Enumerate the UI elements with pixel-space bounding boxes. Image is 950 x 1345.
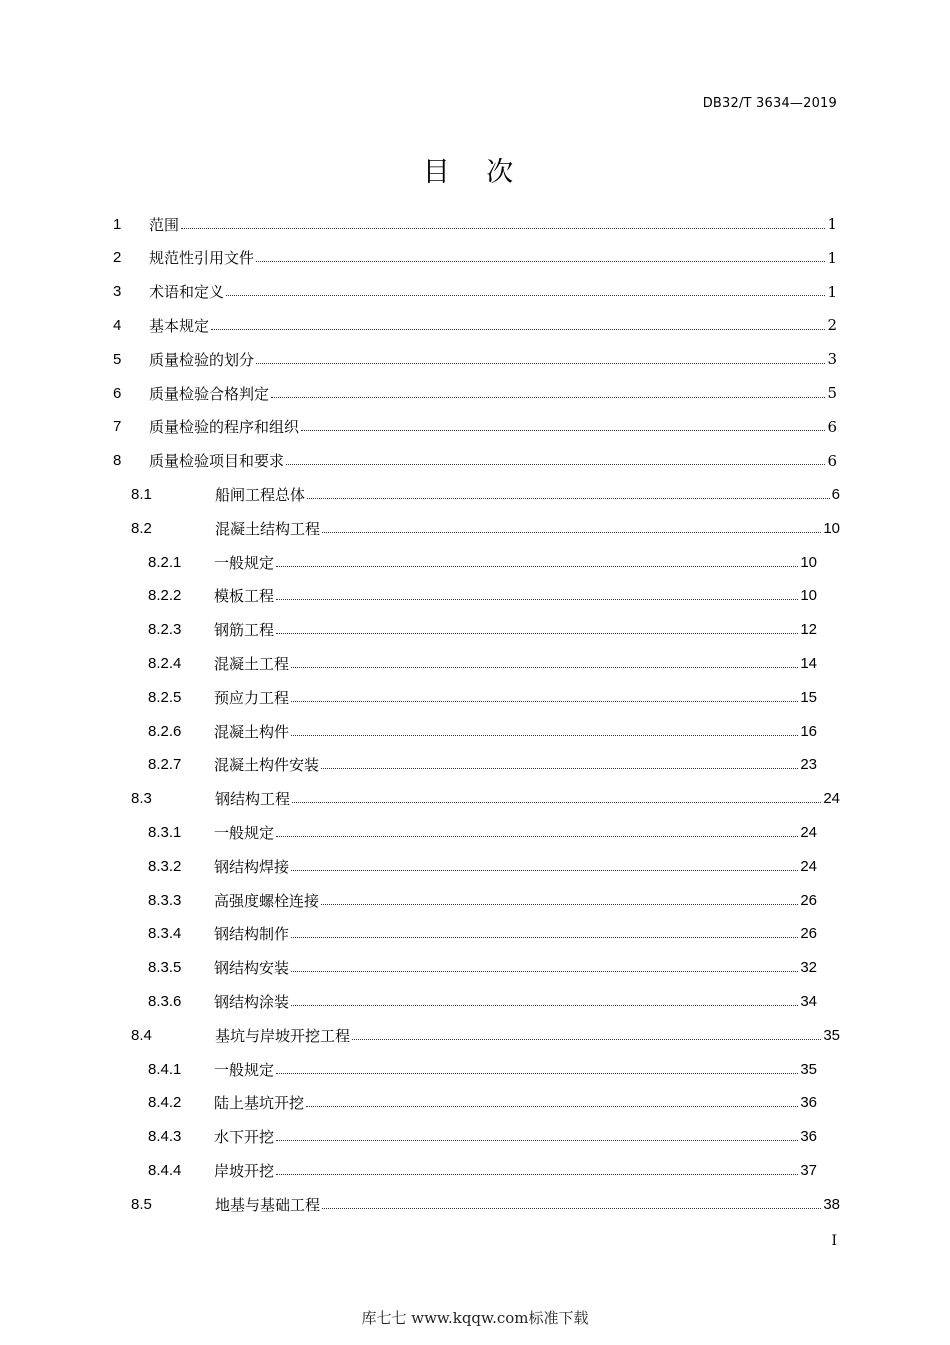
toc-entry-page: 26 — [800, 925, 817, 943]
toc-entry-number: 8.3.4 — [148, 925, 182, 943]
toc-entry-number: 8.3 — [131, 790, 152, 808]
toc-entry-page: 37 — [800, 1161, 817, 1179]
toc-entry-page: 34 — [800, 992, 817, 1010]
toc-entry-number: 2 — [113, 249, 122, 267]
toc-entry[interactable] — [113, 444, 837, 478]
toc-entry-number: 8.2.7 — [148, 756, 182, 774]
toc-entry[interactable] — [148, 545, 817, 579]
toc-entry-label: 混凝土构件安装 — [214, 756, 320, 775]
toc-entry-number: 6 — [113, 384, 122, 402]
toc-leader-dots — [276, 633, 798, 634]
toc-entry[interactable] — [113, 342, 837, 376]
toc-leader-dots — [321, 768, 798, 769]
toc-entry-label: 钢结构涂装 — [214, 992, 290, 1011]
toc-entry[interactable] — [148, 613, 817, 647]
toc-entry[interactable] — [113, 376, 837, 410]
toc-leader-dots — [291, 937, 798, 938]
toc-entry-label: 陆上基坑开挖 — [214, 1094, 305, 1113]
toc-leader-dots — [286, 464, 825, 465]
toc-entry-number: 8.5 — [131, 1195, 152, 1213]
toc-entry-label: 质量检验的程序和组织 — [149, 418, 300, 437]
toc-entry-label: 一般规定 — [214, 553, 275, 572]
page-number: I — [831, 1233, 837, 1249]
toc-entry-number: 7 — [113, 418, 122, 436]
toc-entry-page: 3 — [827, 350, 837, 369]
toc-leader-dots — [301, 430, 825, 431]
toc-entry-number: 8.4.4 — [148, 1161, 182, 1179]
toc-entry-number: 4 — [113, 316, 122, 334]
toc-entry-page: 16 — [800, 722, 817, 740]
toc-entry[interactable] — [148, 646, 817, 680]
toc-entry-label: 高强度螺栓连接 — [214, 891, 320, 910]
toc-leader-dots — [291, 971, 798, 972]
toc-leader-dots — [276, 836, 798, 837]
toc-entry-number: 8.4.3 — [148, 1128, 182, 1146]
toc-entry-label: 混凝土结构工程 — [215, 519, 321, 538]
toc-entry-label: 预应力工程 — [214, 688, 290, 707]
toc-entry-page: 12 — [800, 621, 817, 639]
toc-entry-label: 范围 — [149, 215, 180, 234]
toc-leader-dots — [322, 1208, 821, 1209]
toc-entry[interactable] — [148, 951, 817, 985]
toc-entry-number: 8.3.1 — [148, 823, 182, 841]
toc-entry-page: 1 — [827, 248, 837, 267]
toc-entry[interactable] — [113, 207, 837, 241]
toc-leader-dots — [352, 1039, 821, 1040]
toc-entry-label: 质量检验合格判定 — [149, 384, 270, 403]
toc-entry-label: 混凝土工程 — [214, 654, 290, 673]
toc-entry[interactable] — [131, 511, 840, 545]
toc-entry-number: 8.4.2 — [148, 1094, 182, 1112]
toc-entry-label: 术语和定义 — [149, 283, 225, 302]
toc-entry-number: 3 — [113, 283, 122, 301]
toc-entry[interactable] — [131, 1187, 840, 1221]
toc-entry[interactable] — [113, 275, 837, 309]
toc-entry-page: 15 — [800, 688, 817, 706]
toc-entry[interactable] — [148, 714, 817, 748]
toc-entry[interactable] — [148, 917, 817, 951]
toc-leader-dots — [322, 532, 821, 533]
toc-entry[interactable] — [148, 984, 817, 1018]
toc-leader-dots — [307, 498, 830, 499]
toc-entry-number: 8.3.6 — [148, 992, 182, 1010]
toc-leader-dots — [256, 261, 825, 262]
toc-entry-page: 23 — [800, 756, 817, 774]
toc-leader-dots — [256, 363, 825, 364]
toc-entry[interactable] — [113, 308, 837, 342]
toc-entry-page: 10 — [823, 519, 840, 537]
toc-entry-label: 基坑与岸坡开挖工程 — [215, 1026, 351, 1045]
toc-leader-dots — [291, 701, 798, 702]
toc-entry-number: 8.3.3 — [148, 891, 182, 909]
toc-entry-label: 船闸工程总体 — [215, 485, 306, 504]
toc-entry[interactable] — [148, 748, 817, 782]
toc-leader-dots — [291, 735, 798, 736]
toc-entry-page: 14 — [800, 654, 817, 672]
toc-entry[interactable] — [113, 241, 837, 275]
toc-entry[interactable] — [148, 883, 817, 917]
toc-entry-number: 8.2.3 — [148, 621, 182, 639]
toc-entry-page: 32 — [800, 959, 817, 977]
toc-entry-page: 5 — [827, 384, 837, 402]
toc-entry-page: 24 — [800, 823, 817, 841]
toc-entry-number: 8 — [113, 452, 122, 470]
toc-entry[interactable] — [131, 1018, 840, 1052]
toc-entry-number: 8.2.1 — [148, 553, 182, 571]
toc-entry[interactable] — [148, 849, 817, 883]
toc-entry-number: 8.2.4 — [148, 654, 182, 672]
toc-leader-dots — [321, 904, 798, 905]
toc-leader-dots — [291, 1005, 798, 1006]
toc-entry-label: 钢结构工程 — [215, 790, 291, 809]
toc-entry-label: 钢筋工程 — [214, 621, 275, 640]
toc-entry-label: 模板工程 — [214, 587, 275, 606]
toc-entry-number: 1 — [113, 215, 122, 233]
toc-entry-page: 24 — [823, 790, 840, 808]
toc-entry-label: 一般规定 — [214, 823, 275, 842]
toc-entry-label: 地基与基础工程 — [215, 1195, 321, 1214]
toc-leader-dots — [226, 295, 825, 296]
toc-entry-label: 钢结构安装 — [214, 959, 290, 978]
toc-entry-page: 35 — [823, 1026, 840, 1044]
toc-entry-label: 质量检验的划分 — [149, 350, 255, 369]
toc-entry[interactable] — [131, 782, 840, 816]
toc-entry-number: 8.2.2 — [148, 587, 182, 605]
toc-leader-dots — [276, 599, 798, 600]
toc-entry[interactable] — [148, 815, 817, 849]
toc-entry-number: 8.3.2 — [148, 857, 182, 875]
toc-entry-number: 8.2.5 — [148, 688, 182, 706]
toc-entry-number: 8.1 — [131, 485, 152, 503]
toc-entry-page: 6 — [827, 417, 837, 436]
toc-leader-dots — [306, 1106, 798, 1107]
toc-entry[interactable] — [148, 1052, 817, 1086]
toc-entry-number: 8.4 — [131, 1026, 152, 1044]
toc-leader-dots — [271, 397, 825, 398]
toc-entry-label: 规范性引用文件 — [149, 249, 255, 268]
toc-entry-label: 基本规定 — [149, 316, 210, 335]
toc-entry-number: 8.4.1 — [148, 1060, 182, 1078]
toc-entry-label: 水下开挖 — [214, 1128, 275, 1147]
footer-watermark: 库七七 www.kqqw.com标准下载 — [361, 1309, 589, 1327]
toc-entry-page: 24 — [800, 857, 817, 875]
toc-entry[interactable] — [148, 1153, 817, 1187]
toc-leader-dots — [291, 667, 798, 668]
toc-entry-page: 6 — [831, 485, 840, 503]
toc-leader-dots — [276, 1174, 798, 1175]
toc-entry-label: 岸坡开挖 — [214, 1161, 275, 1180]
toc-leader-dots — [211, 329, 825, 330]
toc-entry-page: 26 — [800, 891, 817, 909]
toc-entry-page: 10 — [800, 553, 817, 571]
toc-leader-dots — [276, 1073, 798, 1074]
toc-entry-page: 36 — [800, 1094, 817, 1112]
toc-entry-number: 8.2.6 — [148, 722, 182, 740]
toc-entry-number: 5 — [113, 350, 122, 368]
toc-entry-page: 1 — [827, 215, 837, 233]
toc-entry[interactable] — [113, 410, 837, 444]
toc-entry-number: 8.3.5 — [148, 959, 182, 977]
document-code: DB32/T 3634—2019 — [702, 96, 837, 111]
toc-entry-label: 钢结构焊接 — [214, 857, 290, 876]
toc-leader-dots — [276, 566, 798, 567]
page-title: 目 次 — [422, 157, 528, 188]
toc-entry-page: 38 — [823, 1195, 840, 1213]
toc-entry[interactable] — [131, 477, 840, 511]
toc-entry-page: 6 — [827, 451, 837, 470]
toc-entry[interactable] — [148, 1086, 817, 1120]
toc-entry-label: 质量检验项目和要求 — [149, 452, 285, 471]
toc-leader-dots — [181, 228, 825, 229]
toc-entry[interactable] — [148, 680, 817, 714]
toc-entry-number: 8.2 — [131, 519, 152, 537]
toc-entry-page: 1 — [827, 282, 837, 301]
toc-entry-page: 2 — [827, 316, 837, 335]
toc-entry[interactable] — [148, 579, 817, 613]
toc-leader-dots — [276, 1140, 798, 1141]
toc-entry-page: 36 — [800, 1128, 817, 1146]
toc-leader-dots — [292, 802, 821, 803]
toc-entry-label: 混凝土构件 — [214, 722, 290, 741]
toc-entry-page: 10 — [800, 587, 817, 605]
toc-entry-label: 一般规定 — [214, 1060, 275, 1079]
toc-entry-label: 钢结构制作 — [214, 925, 290, 944]
toc-leader-dots — [291, 870, 798, 871]
toc-entry[interactable] — [148, 1120, 817, 1154]
toc-entry-page: 35 — [800, 1060, 817, 1078]
